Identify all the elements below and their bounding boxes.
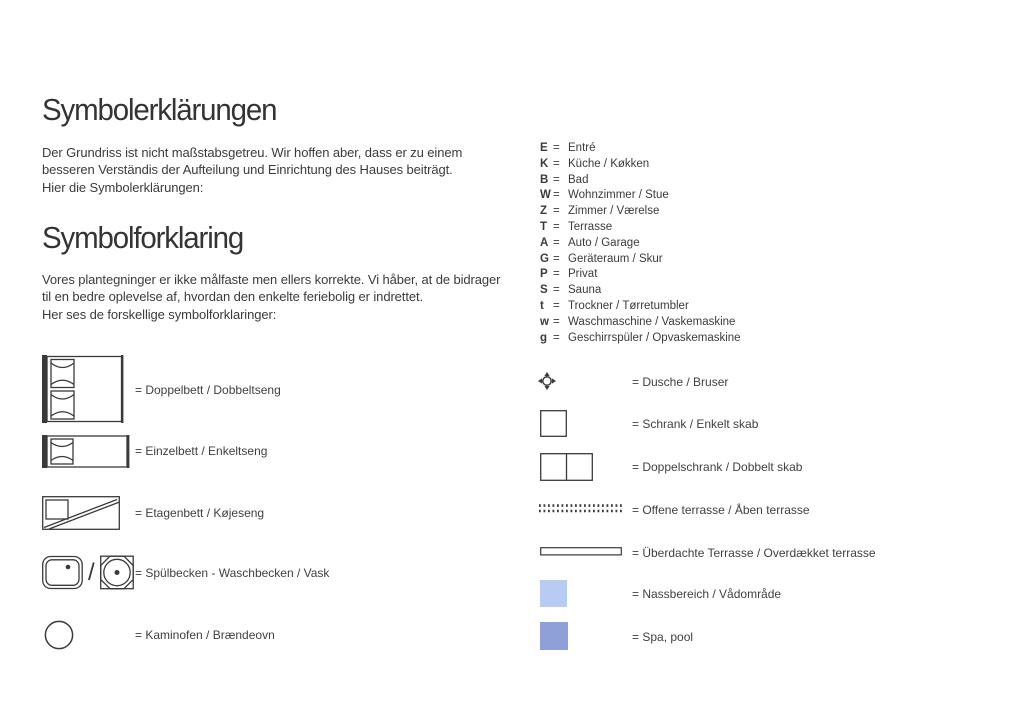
legend-letter: E xyxy=(540,142,548,154)
single-bed-label: = Einzelbett / Enkeltseng xyxy=(135,444,268,458)
legend-letter: T xyxy=(540,220,548,233)
bunk-bed-icon xyxy=(42,496,120,530)
legend-label: Entré xyxy=(568,142,596,154)
legend-label: Zimmer / Værelse xyxy=(568,205,660,218)
legend-row xyxy=(540,188,741,204)
legend-row xyxy=(540,236,741,252)
legend-row xyxy=(540,283,741,299)
danish-intro-line: Her ses de forskellige symbolforklaringer: xyxy=(42,306,277,322)
single-cabinet-label: = Schrank / Enkelt skab xyxy=(632,417,759,431)
legend-row xyxy=(540,204,741,220)
legend-letter: A xyxy=(540,236,549,249)
equals-sign: = xyxy=(553,142,560,154)
equals-sign: = xyxy=(553,268,560,281)
letter-legend xyxy=(540,141,741,346)
legend-row xyxy=(540,141,741,157)
legend-label: Sauna xyxy=(568,284,602,297)
legend-letter: B xyxy=(540,173,549,186)
legend-row xyxy=(540,299,741,315)
equals-sign: = xyxy=(553,220,560,233)
danish-title: Symbolforklaring xyxy=(42,220,244,255)
double-bed-icon xyxy=(42,355,126,423)
danish-intro xyxy=(42,271,500,323)
equals-sign: = xyxy=(553,252,560,265)
shower-icon xyxy=(538,372,556,390)
legend-label: Küche / Køkken xyxy=(568,157,650,170)
double-bed-label: = Doppelbett / Dobbeltseng xyxy=(135,383,281,397)
legend-label: Geräteraum / Skur xyxy=(568,252,663,265)
german-intro-line: Hier die Symbolerklärungen: xyxy=(42,179,204,195)
legend-row xyxy=(540,267,741,283)
legend-row xyxy=(540,252,741,268)
shower-label: = Dusche / Bruser xyxy=(632,375,729,389)
legend-letter: K xyxy=(540,157,549,170)
equals-sign: = xyxy=(553,299,560,312)
legend-letter: t xyxy=(540,299,544,312)
wet-area-label: = Nassbereich / Vådområde xyxy=(632,587,782,601)
legend-row xyxy=(540,173,741,189)
legend-label: Terrasse xyxy=(568,220,613,233)
equals-sign: = xyxy=(553,236,560,249)
sink-label: = Spülbecken - Waschbecken / Vask xyxy=(135,566,330,580)
equals-sign: = xyxy=(553,284,560,297)
legend-label: Auto / Garage xyxy=(568,236,640,249)
legend-letter: G xyxy=(540,252,549,265)
legend-letter: P xyxy=(540,268,548,281)
equals-sign: = xyxy=(553,331,560,344)
equals-sign: = xyxy=(553,205,560,218)
equals-sign: = xyxy=(553,157,560,170)
legend-letter: S xyxy=(540,284,548,297)
single-cabinet-icon xyxy=(540,410,567,437)
danish-intro-line: Vores plantegninger er ikke målfaste men ellers korrekte. Vi håber, at de bidrager xyxy=(42,272,501,287)
legend-row xyxy=(540,220,741,236)
german-intro-line: besseren Verständis der Aufteilung und Einrichtung des Hauses beiträgt. xyxy=(42,162,453,178)
legend-label: Geschirrspüler / Opvaskemaskine xyxy=(568,331,741,344)
wet-area-swatch xyxy=(540,580,567,607)
covered-terrace-icon xyxy=(540,547,622,557)
legend-letter: w xyxy=(540,315,549,328)
legend-letter: Z xyxy=(540,205,548,218)
covered-terrace-label: = Überdachte Terrasse / Overdækket terrasse xyxy=(632,546,876,560)
legend-label: Privat xyxy=(568,268,598,281)
spa-pool-label: = Spa, pool xyxy=(632,630,694,644)
single-bed-icon xyxy=(42,435,132,468)
slash-separator: / xyxy=(88,558,95,586)
legend-letter: W xyxy=(540,189,551,202)
sink-icons xyxy=(42,555,134,590)
danish-intro-line: til en bedre oplevelse af, hvordan den enkelte feriebolig er indrettet. xyxy=(42,289,423,305)
legend-row xyxy=(540,331,741,347)
bunk-bed-label: = Etagenbett / Køjeseng xyxy=(135,506,265,520)
kitchen-sink-icon xyxy=(42,555,83,590)
open-terrace-label: = Offene terrasse / Åben terrasse xyxy=(632,503,810,517)
legend-label: Waschmaschine / Vaskemaskine xyxy=(568,315,736,328)
wood-stove-label: = Kaminofen / Brændeovn xyxy=(135,628,275,642)
legend-label: Trockner / Tørretumbler xyxy=(568,299,689,312)
german-intro-line: Der Grundriss ist nicht maßstabsgetreu. Wir hoffen aber, dass er zu einem xyxy=(42,145,463,160)
double-cabinet-label: = Doppelschrank / Dobbelt skab xyxy=(632,460,803,474)
spa-pool-swatch xyxy=(540,622,568,650)
legend-label: Wohnzimmer / Stue xyxy=(568,189,669,202)
equals-sign: = xyxy=(553,315,560,328)
legend-row xyxy=(540,315,741,331)
double-cabinet-icon xyxy=(540,453,593,481)
legend-row xyxy=(540,157,741,173)
legend-label: Bad xyxy=(568,173,589,186)
legend-letter: g xyxy=(540,331,548,344)
german-intro xyxy=(42,144,462,196)
wash-basin-icon xyxy=(100,555,134,590)
german-title: Symbolerklärungen xyxy=(42,92,277,127)
equals-sign: = xyxy=(553,173,560,186)
equals-sign: = xyxy=(553,189,560,202)
wood-stove-icon xyxy=(44,620,74,650)
open-terrace-icon xyxy=(538,503,624,514)
